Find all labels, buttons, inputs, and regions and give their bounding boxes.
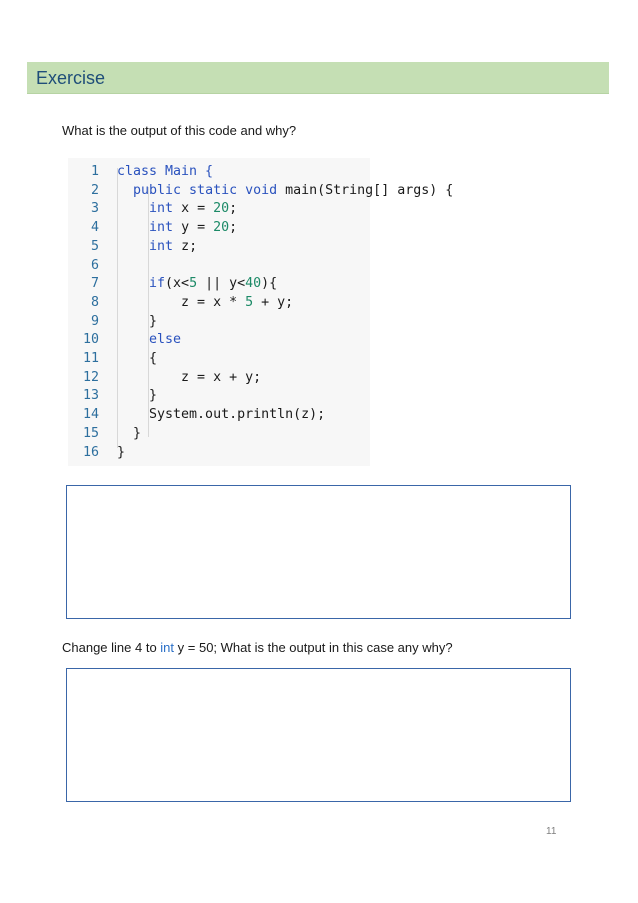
- line-number: 15: [82, 425, 99, 441]
- code-line: [68, 294, 370, 313]
- code-token: {: [117, 351, 158, 366]
- code-text: [117, 387, 157, 406]
- code-token: 40: [245, 276, 262, 292]
- code-token: z = x + y;: [117, 369, 262, 385]
- code-token: || y<: [197, 276, 246, 292]
- code-token: [117, 183, 133, 198]
- line-number: 9: [90, 313, 99, 329]
- code-text: [117, 275, 277, 294]
- line-number: 1: [90, 164, 99, 179]
- code-token: 20: [213, 220, 230, 236]
- code-token: int: [149, 238, 174, 254]
- question-2-keyword: int: [160, 640, 175, 655]
- code-token: z;: [173, 238, 198, 254]
- code-token: else: [149, 332, 182, 348]
- code-token: [117, 220, 149, 235]
- code-text: [117, 238, 197, 257]
- question-2-suffix: y = 50; What is the output in this case any why?: [174, 640, 453, 655]
- question-2-prefix: Change line 4 to: [62, 640, 161, 655]
- code-token: public static void: [133, 182, 286, 198]
- code-line: [68, 219, 370, 238]
- code-line: [68, 425, 370, 444]
- code-token: ){: [261, 276, 278, 292]
- code-token: + y;: [253, 294, 294, 310]
- code-line: [68, 182, 454, 201]
- code-line: [68, 275, 370, 294]
- code-token: System.out.println(z);: [117, 407, 326, 423]
- code-line: [68, 257, 370, 276]
- code-token: x =: [173, 201, 214, 217]
- code-text: [117, 163, 213, 182]
- line-number: 6: [90, 257, 99, 273]
- code-token: z = x *: [117, 294, 246, 310]
- answer-box-1[interactable]: [66, 485, 571, 619]
- code-token: 5: [245, 294, 254, 310]
- code-token: 5: [189, 276, 198, 292]
- code-token: if: [149, 276, 166, 292]
- code-token: y =: [173, 220, 214, 236]
- code-text: [117, 294, 293, 313]
- code-line: [68, 331, 370, 350]
- code-line: [68, 163, 370, 182]
- code-text: [117, 313, 157, 332]
- line-number: 2: [90, 182, 99, 198]
- code-token: }: [117, 444, 126, 460]
- line-number: 7: [90, 276, 99, 292]
- code-text: [117, 425, 141, 444]
- code-token: class Main {: [117, 164, 214, 179]
- code-token: [117, 201, 149, 216]
- code-line: [68, 313, 370, 332]
- page-number: 11: [546, 826, 557, 837]
- code-token: [117, 276, 149, 291]
- code-token: ;: [229, 201, 238, 217]
- code-token: }: [117, 425, 142, 441]
- answer-box-2[interactable]: [66, 668, 571, 802]
- code-text: [117, 406, 325, 425]
- code-token: [117, 239, 149, 254]
- code-text: [117, 369, 261, 388]
- code-line: [68, 444, 370, 463]
- question-2: [62, 640, 453, 655]
- code-line: [68, 387, 370, 406]
- code-text: [117, 219, 237, 238]
- code-token: 20: [213, 201, 230, 217]
- line-number: 14: [82, 407, 99, 423]
- line-number: 8: [90, 294, 99, 310]
- code-text: [117, 200, 237, 219]
- code-token: (x<: [165, 276, 190, 292]
- code-token: }: [117, 388, 158, 404]
- code-block: [68, 158, 454, 466]
- line-number: 4: [90, 220, 99, 236]
- line-number: 12: [82, 369, 99, 385]
- code-text: [117, 331, 181, 350]
- line-number: 16: [82, 444, 99, 460]
- code-line: [68, 200, 370, 219]
- code-line: [68, 406, 370, 425]
- section-header: [27, 62, 609, 94]
- line-number: 3: [90, 201, 99, 217]
- line-number: 10: [82, 332, 99, 348]
- code-line: [68, 350, 370, 369]
- code-text: [117, 350, 157, 369]
- code-text: [117, 444, 125, 463]
- line-number: 5: [90, 238, 99, 254]
- code-token: main(String[] args) {: [285, 182, 454, 198]
- code-line: [68, 238, 370, 257]
- code-token: ;: [229, 220, 238, 236]
- code-line: [68, 369, 370, 388]
- section-title: Exercise: [36, 68, 106, 88]
- line-number: 11: [82, 351, 99, 366]
- code-token: int: [149, 220, 174, 236]
- line-number: 13: [82, 388, 99, 404]
- code-token: }: [117, 313, 158, 329]
- code-text: [117, 182, 453, 201]
- question-1: What is the output of this code and why?: [62, 123, 297, 138]
- code-token: int: [149, 201, 174, 217]
- code-token: [117, 332, 149, 347]
